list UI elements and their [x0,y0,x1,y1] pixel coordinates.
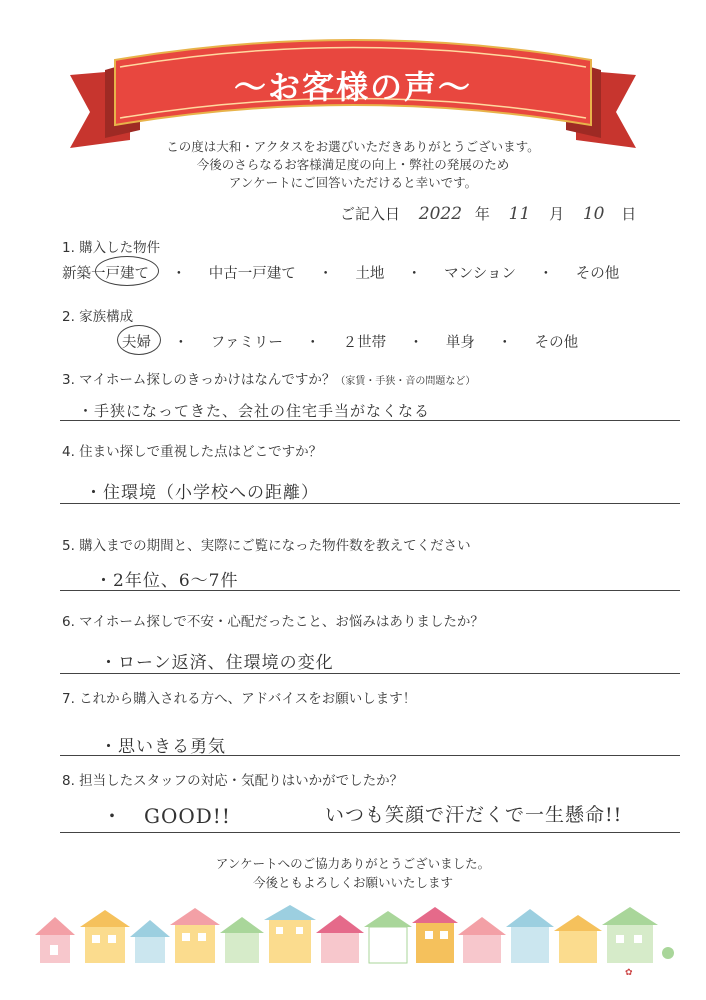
q6-label: 6. マイホーム探しで不安・心配だったこと、お悩みはありましたか？ [62,614,484,630]
house-icon [264,905,316,963]
q7-answer-line [60,755,680,756]
house-icon [170,908,220,963]
q7-answer: ・思いきる勇気 [100,737,226,757]
q1-options: 新築一戸建て ・ 中古一戸建て ・ 土地 ・ マンション ・ その他 [62,266,620,282]
intro-line-2: 今後のさらなるお客様満足度の向上・弊社の発展のため [196,157,510,172]
house-icon [316,915,364,963]
q2-selection-circle [117,325,161,355]
q8-answer-a: ・ GOOD!! [102,804,231,828]
q6-answer: ・ローン返済、住環境の変化 [100,653,334,673]
q1-selection-circle [95,256,159,286]
q3-answer-line [60,420,680,421]
q2-options: 夫婦 ・ ファミリー ・ ２世帯 ・ 単身 ・ その他 [122,335,579,351]
date-month: 11 [508,204,531,224]
house-icon [412,907,458,963]
houses-illustration [30,905,680,965]
q3-label: 3. マイホーム探しのきっかけはなんですか？（家賃・手狭・音の問題など） [62,372,476,388]
house-icon [80,910,130,963]
q1-label: 1. 購入した物件 [62,240,161,256]
q1-option-mansion: マンション [444,266,517,282]
q3-answer: ・手狭になってきた、会社の住宅手当がなくなる [78,402,431,420]
q2-option-other: その他 [534,335,579,351]
house-icon [602,907,658,963]
q2-option-family: ファミリー [210,335,283,351]
q2-option-single: 単身 [445,335,475,351]
q5-label: 5. 購入までの期間と、実際にご覧になった物件数を教えてください [62,538,471,554]
house-icon [364,911,412,963]
house-icon [554,915,602,963]
q1-option-used-house: 中古一戸建て [208,266,296,282]
q1-option-new-house: 新築一戸建て [62,266,149,282]
house-icon [506,909,554,963]
q2-label: 2. 家族構成 [62,309,134,325]
q6-answer-line [60,673,680,674]
house-icon [458,917,506,963]
q1-option-other: その他 [575,266,620,282]
corner-mark-icon: ✿ [625,968,633,978]
house-icon [130,920,170,963]
q4-label: 4. 住まい探しで重視した点はどこですか？ [62,444,323,460]
footer-line-2: 今後ともよろしくお願いいたします [252,875,453,890]
footer-line-1: アンケートへのご協力ありがとうございました。 [215,856,491,871]
q1-option-land: 土地 [355,266,385,282]
q7-label: 7. これから購入される方へ、アドバイスをお願いします！ [62,691,417,707]
date-year: 2022 [418,204,463,224]
date-label: ご記入日 [340,205,401,223]
q2-option-two-generations: ２世帯 [342,335,387,351]
date-day: 10 [582,204,605,224]
house-icon [35,917,75,963]
q2-option-couple: 夫婦 [122,335,151,351]
house-icon [220,917,264,963]
q8-answer-b: いつも笑顔で汗だくで一生懸命!! [325,804,623,826]
q5-answer-line [60,590,680,591]
q8-answer-line [60,832,680,833]
q4-answer-line [60,503,680,504]
q8-label: 8. 担当したスタッフの対応・気配りはいかがでしたか？ [62,773,404,789]
q5-answer: ・2年位、6～7件 [95,571,239,591]
q4-answer: ・住環境（小学校への距離） [85,483,319,503]
intro-line-1: この度は大和・アクタスをお選びいただきありがとうございます。 [166,139,540,154]
date-row: ご記入日 2022 年 11 月 10 日 [340,204,637,224]
page-title: ～お客様の声～ [233,68,472,106]
intro-line-3: アンケートにご回答いただけると幸いです。 [228,175,478,190]
